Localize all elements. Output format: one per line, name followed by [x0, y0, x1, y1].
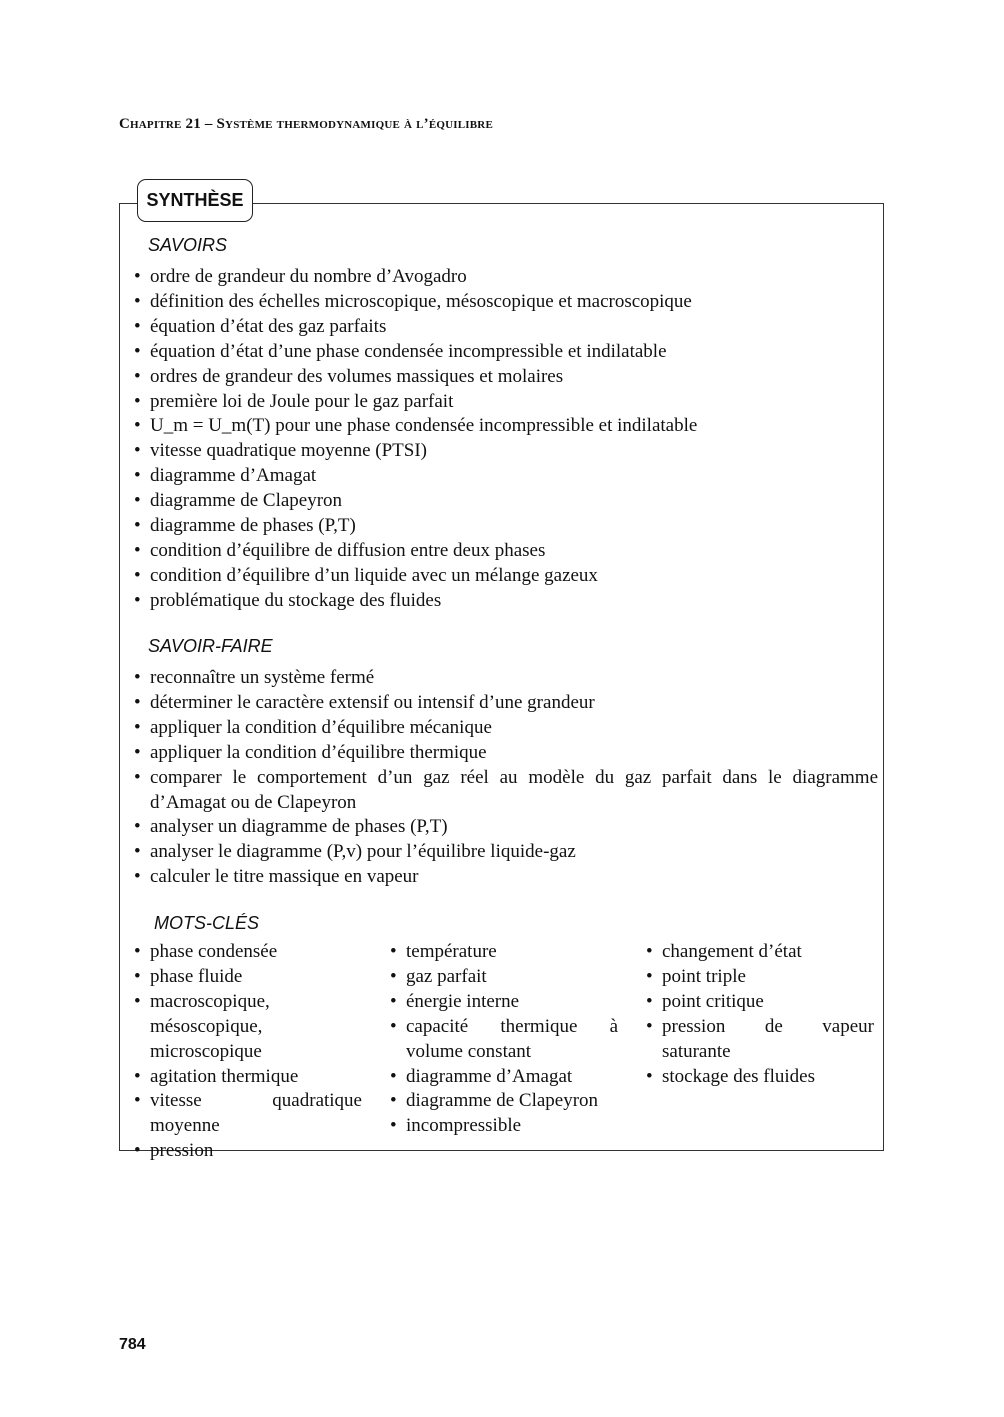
list-item: • énergie interne	[388, 990, 618, 1015]
list-item: • diagramme de Clapeyron	[388, 1089, 618, 1114]
mots-cles-column-2	[388, 940, 618, 1139]
savoir-faire-list	[132, 666, 878, 890]
chapter-header	[119, 116, 493, 133]
list-item: • déterminer le caractère extensif ou intensif d’une grandeur	[132, 691, 878, 716]
chapter-number: 21 –	[181, 116, 217, 132]
list-item: • ordres de grandeur des volumes massiques et molaires	[132, 365, 697, 390]
list-item: • diagramme de phases (P,T)	[132, 514, 697, 539]
chapter-word: Chapitre	[119, 116, 182, 132]
synthese-tab: SYNTHÈSE	[137, 179, 253, 222]
list-item: • condition d’équilibre d’un liquide avec un mélange gazeux	[132, 564, 697, 589]
mots-cles-column-1	[132, 940, 362, 1164]
savoirs-title: SAVOIRS	[148, 235, 228, 255]
list-item: • point triple	[644, 965, 874, 990]
list-item: • appliquer la condition d’équilibre thermique	[132, 741, 878, 766]
list-item: • diagramme d’Amagat	[388, 1065, 618, 1090]
list-item: • analyser un diagramme de phases (P,T)	[132, 815, 878, 840]
list-item: • agitation thermique	[132, 1065, 362, 1090]
list-item: • stockage des fluides	[644, 1065, 874, 1090]
list-item: • macroscopique, mésoscopique, microscopique	[132, 990, 362, 1065]
list-item: • pression de vapeur saturante	[644, 1015, 874, 1065]
list-item: • première loi de Joule pour le gaz parfait	[132, 390, 697, 415]
list-item: • point critique	[644, 990, 874, 1015]
list-item: • incompressible	[388, 1114, 618, 1139]
list-item: • analyser le diagramme (P,v) pour l’équilibre liquide-gaz	[132, 840, 878, 865]
list-item: • équation d’état d’une phase condensée incompressible et indilatable	[132, 340, 697, 365]
mots-cles-title: MOTS-CLÉS	[154, 913, 260, 933]
list-item: • vitesse quadratique moyenne (PTSI)	[132, 439, 697, 464]
chapter-title: Système thermodynamique à l’équilibre	[216, 116, 493, 132]
list-item: • capacité thermique à volume constant	[388, 1015, 618, 1065]
list-item: • reconnaître un système fermé	[132, 666, 878, 691]
list-item: • ordre de grandeur du nombre d’Avogadro	[132, 265, 697, 290]
list-item: • définition des échelles microscopique, mésoscopique et macroscopique	[132, 290, 697, 315]
list-item: • pression	[132, 1139, 362, 1164]
list-item: • diagramme d’Amagat	[132, 464, 697, 489]
page-number: 784	[119, 1336, 146, 1353]
list-item: • appliquer la condition d’équilibre mécanique	[132, 716, 878, 741]
savoir-faire-title: SAVOIR-FAIRE	[148, 636, 273, 656]
savoirs-list	[132, 265, 697, 614]
list-item: • condition d’équilibre de diffusion entre deux phases	[132, 539, 697, 564]
list-item: • comparer le comportement d’un gaz réel au modèle du gaz parfait dans le diagramme d’Amagat ou de Clapeyron	[132, 766, 878, 816]
list-item: • calculer le titre massique en vapeur	[132, 865, 878, 890]
list-item: • vitesse quadratique moyenne	[132, 1089, 362, 1139]
list-item: • changement d’état	[644, 940, 874, 965]
list-item: • diagramme de Clapeyron	[132, 489, 697, 514]
list-item: • température	[388, 940, 618, 965]
list-item: • U_m = U_m(T) pour une phase condensée incompressible et indilatable	[132, 414, 697, 439]
list-item: • équation d’état des gaz parfaits	[132, 315, 697, 340]
list-item: • problématique du stockage des fluides	[132, 589, 697, 614]
list-item: • phase fluide	[132, 965, 362, 990]
mots-cles-column-3	[644, 940, 874, 1089]
list-item: • gaz parfait	[388, 965, 618, 990]
list-item: • phase condensée	[132, 940, 362, 965]
